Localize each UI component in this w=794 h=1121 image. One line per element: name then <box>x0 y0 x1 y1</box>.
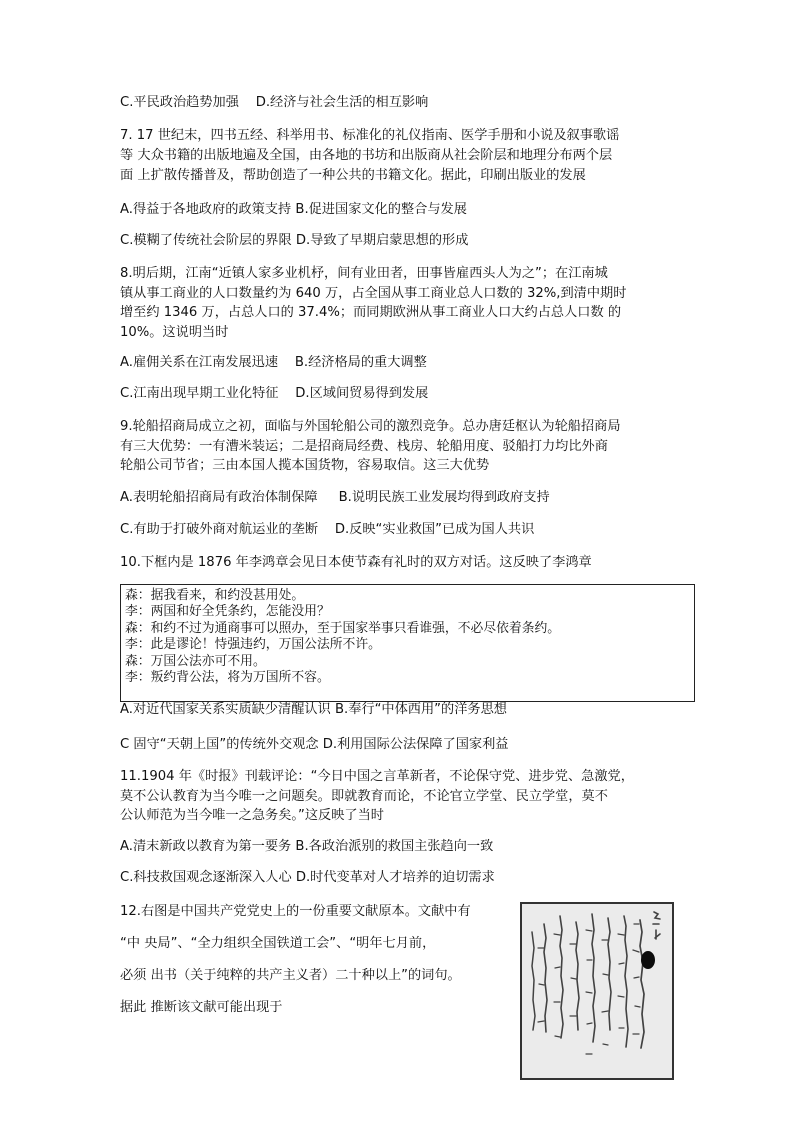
q10-options-ab: A.对近代国家关系实质缺少清醒认识 B.奉行“中体西用”的洋务思想 <box>120 702 507 717</box>
q8-options-ab <box>120 353 427 373</box>
q8-stem-line-2: 镇从事工商业的人口数量约为 640 万，占全国从事工商业总人口数的 32%,到清中期时 <box>120 286 627 301</box>
q11-stem-line-1: 11.1904 年《时报》刊载评论：“今日中国之言革新者，不论保守党、进步党、急激党， <box>120 769 634 784</box>
q11-options-cd: C.科技救国观念逐渐深入人心 D.时代变革对人才培养的迫切需求 <box>120 870 495 885</box>
historical-manuscript-image <box>520 902 674 1080</box>
q9-stem-line-1: 9.轮船招商局成立之初，面临与外国轮船公司的激烈竞争。总办唐廷枢认为轮船招商局 <box>120 419 621 434</box>
q9-option-c: C.有助于打破外商对航运业的垄断 <box>120 522 319 537</box>
q8-option-b: B.经济格局的重大调整 <box>294 355 427 370</box>
q10-options-cd: C 固守“天朝上国”的传统外交观念 D.利用国际公法保障了国家利益 <box>120 737 509 752</box>
dialog-line-li-1: 李：两国和好全凭条约，怎能没用？ <box>125 604 330 620</box>
q7-stem-line-1: 7. 17 世纪末，四书五经、科举用书、标准化的礼仪指南、医学手册和小说及叙事歌谣 <box>120 128 620 143</box>
q12-stem-line-1: 12.右图是中国共产党党史上的一份重要文献原本。文献中有 <box>120 904 471 919</box>
q9-option-b: B.说明民族工业发展均得到政府支持 <box>338 490 550 505</box>
q8-stem-line-3: 增至约 1346 万，占总人口的 37.4%；而同期欧洲从事工商业人口大约占总人口数 的 <box>120 305 622 320</box>
q8-stem-line-4: 10%。这说明当时 <box>120 325 229 340</box>
dialog-line-li-2: 李：此是谬论！恃强违约，万国公法所不许。 <box>125 637 381 653</box>
q12-stem-line-3: 必须 出书（关于纯粹的共产主义者）二十种以上”的词句。 <box>120 968 461 983</box>
q7-stem-line-3: 面 上扩散传播普及，帮助创造了一种公共的书籍文化。据此，印刷出版业的发展 <box>120 168 586 183</box>
dialog-line-li-3: 李：叛约背公法，将为万国所不容。 <box>125 670 330 686</box>
q7-options-cd: C.模糊了传统社会阶层的界限 D.导致了早期启蒙思想的形成 <box>120 233 469 248</box>
q9-option-a: A.表明轮船招商局有政治体制保障 <box>120 490 318 505</box>
q9-options-ab <box>120 488 550 508</box>
q11-options-ab: A.清末新政以教育为第一要务 B.各政治派别的救国主张趋向一致 <box>120 839 494 854</box>
q9-stem-line-2: 有三大优势：一有漕米装运；二是招商局经费、栈房、轮船用度、驳船打力均比外商 <box>120 439 608 454</box>
q6-option-d: D.经济与社会生活的相互影响 <box>255 95 429 110</box>
q8-stem-line-1: 8.明后期，江南“近镇人家多业机杼，间有业田者，田事皆雇西头人为之”；在江南城 <box>120 266 608 281</box>
q7-options-ab: A.得益于各地政府的政策支持 B.促进国家文化的整合与发展 <box>120 202 467 217</box>
dialog-line-mori-2: 森：和约不过为通商事可以照办，至于国家举事只看谁强，不必尽依着条约。 <box>125 620 561 636</box>
q10-stem: 10.下框内是 1876 年李鸿章会见日本使节森有礼时的双方对话。这反映了李鸿章 <box>120 555 592 570</box>
q12-stem-line-2: “中 央局”、“全力组织全国铁道工会”、“明年七月前， <box>120 936 436 951</box>
q7-stem-line-2: 等 大众书籍的出版地遍及全国，由各地的书坊和出版商从社会阶层和地理分布两个层 <box>120 148 613 163</box>
manuscript-illustration <box>522 904 672 1078</box>
q11-stem-line-2: 莫不公认教育为当今唯一之问题矣。即就教育而论，不论官立学堂、民立学堂，莫不 <box>120 789 608 804</box>
q9-option-d: D.反映“实业救国”已成为国人共识 <box>334 522 535 537</box>
q9-stem-line-3: 轮船公司节省；三由本国人揽本国货物，容易取信。这三大优势 <box>120 458 490 473</box>
exam-page <box>120 0 690 1121</box>
q8-option-a: A.雇佣关系在江南发展迅速 <box>120 355 279 370</box>
q8-option-c: C.江南出现早期工业化特征 <box>120 386 279 401</box>
q8-options-cd <box>120 384 428 404</box>
q12-stem-line-4: 据此 推断该文献可能出现于 <box>120 1000 283 1015</box>
q11-stem-line-3: 公认师范为当今唯一之急务矣。”这反映了当时 <box>120 808 384 823</box>
q8-option-d: D.区域间贸易得到发展 <box>295 386 429 401</box>
q6-options-cd <box>120 93 428 113</box>
q9-options-cd <box>120 520 534 540</box>
q10-dialogue-box <box>120 584 695 702</box>
dialog-line-mori-3: 森：万国公法亦可不用。 <box>125 653 266 669</box>
q6-option-c: C.平民政治趋势加强 <box>120 95 239 110</box>
dialog-line-mori-1: 森：据我看来，和约没甚用处。 <box>125 588 305 603</box>
